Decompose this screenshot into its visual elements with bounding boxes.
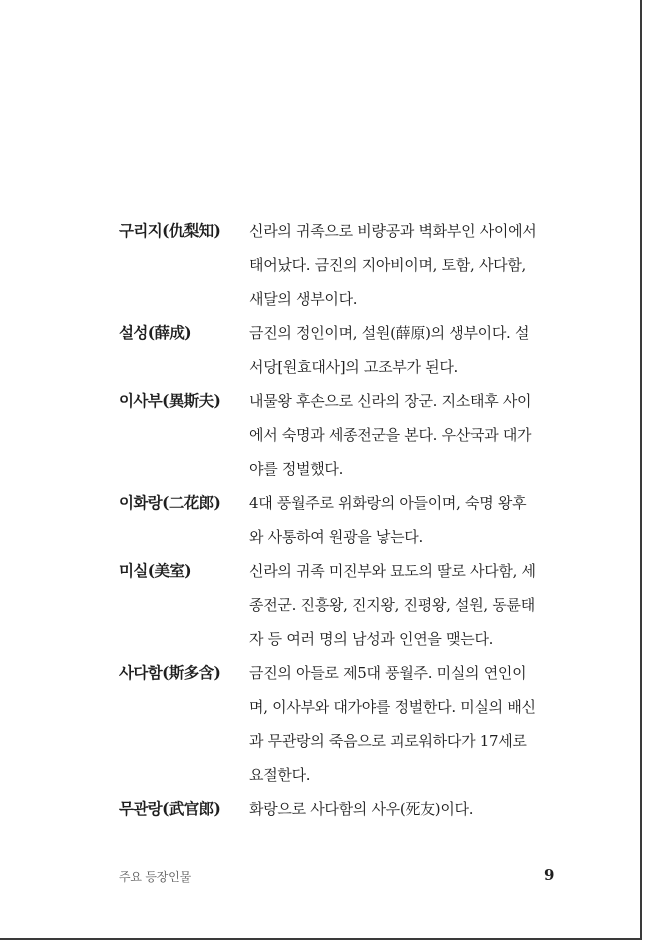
description-line: 에서 숙명과 세종전군을 본다. 우산국과 대가: [249, 426, 532, 444]
character-entry: [119, 316, 567, 384]
character-name: 구리지(仇梨知): [119, 221, 221, 240]
character-entry: [119, 554, 567, 656]
character-name: 이화랑(二花郎): [119, 493, 221, 512]
description-line: 야를 정벌했다.: [249, 460, 344, 478]
character-description: [249, 486, 567, 554]
character-name: 설성(薛成): [119, 323, 192, 342]
description-line: 신라의 귀족으로 비량공과 벽화부인 사이에서: [249, 222, 537, 240]
character-list: [119, 214, 567, 826]
description-line: 자 등 여러 명의 남성과 인연을 맺는다.: [249, 630, 494, 648]
description-line: 금진의 정인이며, 설원(薛原)의 생부이다. 설: [249, 324, 530, 342]
character-entry: [119, 384, 567, 486]
character-name: 미실(美室): [119, 561, 192, 580]
character-description: [249, 554, 567, 656]
description-line: 금진의 아들로 제5대 풍월주. 미실의 연인이: [249, 664, 527, 682]
page-number: 9: [544, 866, 555, 884]
description-line: 4대 풍월주로 위화랑의 아들이며, 숙명 왕후: [249, 494, 527, 512]
description-line: 와 사통하여 원광을 낳는다.: [249, 528, 423, 546]
description-line: 새달의 생부이다.: [249, 290, 358, 308]
character-description: [249, 214, 567, 316]
description-line: 종전군. 진흥왕, 진지왕, 진평왕, 설원, 동륜태: [249, 596, 535, 614]
description-line: 화랑으로 사다함의 사우(死友)이다.: [249, 800, 474, 818]
character-description: [249, 384, 567, 486]
character-entry: [119, 486, 567, 554]
character-description: [249, 792, 567, 826]
description-line: 요절한다.: [249, 766, 311, 784]
running-footer-section-label: 주요 등장인물: [119, 870, 191, 884]
character-entry: [119, 656, 567, 792]
character-entry: [119, 792, 567, 826]
character-entry: [119, 214, 567, 316]
description-line: 태어났다. 금진의 지아비이며, 토함, 사다함,: [249, 256, 526, 274]
page-edge-right: [640, 0, 642, 940]
character-name: 이사부(異斯夫): [119, 391, 221, 410]
page-edge-bottom: [0, 938, 642, 940]
character-name: 사다함(斯多含): [119, 663, 221, 682]
description-line: 과 무관랑의 죽음으로 괴로워하다가 17세로: [249, 732, 527, 750]
description-line: 내물왕 후손으로 신라의 장군. 지소태후 사이: [249, 392, 532, 410]
description-line: 며, 이사부와 대가야를 정벌한다. 미실의 배신: [249, 698, 536, 716]
character-description: [249, 656, 567, 792]
description-line: 서당[원효대사]의 고조부가 된다.: [249, 358, 458, 376]
character-description: [249, 316, 567, 384]
description-line: 신라의 귀족 미진부와 묘도의 딸로 사다함, 세: [249, 562, 536, 580]
character-name: 무관랑(武官郎): [119, 799, 221, 818]
